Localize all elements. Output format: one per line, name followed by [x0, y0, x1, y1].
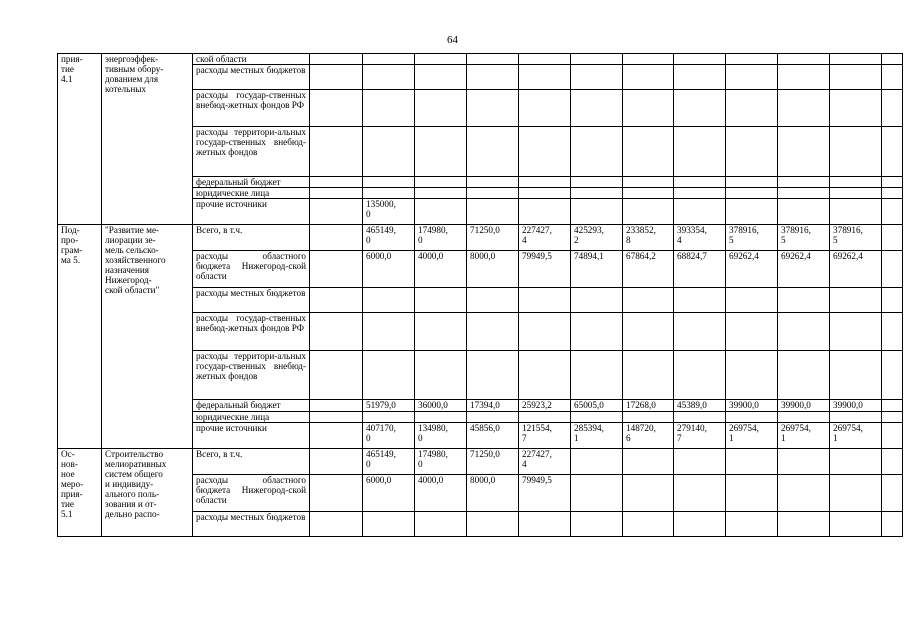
value-cell: [363, 54, 415, 65]
empty-cell: [310, 54, 363, 65]
funding-source-cell: юридические лица: [193, 412, 310, 423]
value-cell: 74894,1: [571, 251, 623, 288]
value-cell: [830, 188, 882, 199]
value-cell: [778, 127, 830, 177]
value-cell: 378916, 5: [778, 225, 830, 251]
funding-source-cell: расходы государ-ственных внебюд-жетных фондов РФ: [193, 90, 310, 127]
empty-cell: [310, 225, 363, 251]
value-cell: [726, 288, 778, 313]
value-cell: [830, 288, 882, 313]
value-cell: [778, 188, 830, 199]
value-cell: [363, 127, 415, 177]
value-cell: 135000, 0: [363, 199, 415, 225]
value-cell: [882, 65, 903, 90]
value-cell: [467, 512, 519, 537]
value-cell: [674, 351, 726, 400]
value-cell: [830, 512, 882, 537]
value-cell: 465149, 0: [363, 225, 415, 251]
value-cell: [571, 177, 623, 188]
value-cell: [830, 127, 882, 177]
value-cell: [778, 90, 830, 127]
value-cell: [519, 351, 571, 400]
value-cell: [778, 412, 830, 423]
value-cell: [415, 313, 467, 351]
value-cell: [467, 127, 519, 177]
value-cell: [726, 127, 778, 177]
value-cell: [623, 127, 674, 177]
value-cell: [726, 90, 778, 127]
value-cell: [882, 423, 903, 449]
value-cell: [674, 412, 726, 423]
value-cell: [467, 90, 519, 127]
value-cell: [623, 313, 674, 351]
value-cell: 71250,0: [467, 449, 519, 475]
value-cell: [778, 351, 830, 400]
value-cell: [726, 475, 778, 512]
funding-source-cell: федеральный бюджет: [193, 177, 310, 188]
value-cell: 269754, 1: [726, 423, 778, 449]
value-cell: [882, 177, 903, 188]
value-cell: [623, 288, 674, 313]
value-cell: [830, 313, 882, 351]
value-cell: [830, 449, 882, 475]
program-code-cell: прия- тие 4.1: [58, 54, 102, 225]
empty-cell: [310, 288, 363, 313]
value-cell: [467, 65, 519, 90]
value-cell: 378916, 5: [830, 225, 882, 251]
value-cell: [623, 449, 674, 475]
value-cell: [571, 127, 623, 177]
value-cell: [623, 351, 674, 400]
value-cell: [726, 177, 778, 188]
value-cell: [674, 449, 726, 475]
value-cell: [467, 54, 519, 65]
value-cell: 233852, 8: [623, 225, 674, 251]
value-cell: 17268,0: [623, 400, 674, 412]
page-number: 64: [447, 34, 458, 46]
value-cell: [830, 65, 882, 90]
value-cell: [363, 351, 415, 400]
value-cell: [674, 127, 726, 177]
funding-source-cell: юридические лица: [193, 188, 310, 199]
value-cell: [363, 188, 415, 199]
value-cell: [571, 475, 623, 512]
table-row: [58, 225, 903, 251]
value-cell: [467, 177, 519, 188]
value-cell: [778, 177, 830, 188]
program-name-cell: энергоэффек- тивным обору- дованием для котельных: [102, 54, 193, 225]
value-cell: [882, 512, 903, 537]
value-cell: 4000,0: [415, 475, 467, 512]
value-cell: 71250,0: [467, 225, 519, 251]
value-cell: 285394, 1: [571, 423, 623, 449]
value-cell: [778, 313, 830, 351]
value-cell: [623, 65, 674, 90]
value-cell: [830, 199, 882, 225]
value-cell: 79949,5: [519, 475, 571, 512]
value-cell: [726, 412, 778, 423]
empty-cell: [310, 127, 363, 177]
value-cell: [882, 400, 903, 412]
value-cell: [519, 313, 571, 351]
value-cell: [726, 512, 778, 537]
value-cell: [623, 54, 674, 65]
value-cell: [519, 188, 571, 199]
value-cell: [726, 188, 778, 199]
value-cell: [571, 412, 623, 423]
value-cell: [415, 512, 467, 537]
value-cell: [415, 54, 467, 65]
value-cell: [415, 127, 467, 177]
value-cell: [467, 288, 519, 313]
program-code-cell: Под- про- грам- ма 5.: [58, 225, 102, 449]
value-cell: 465149, 0: [363, 449, 415, 475]
value-cell: [519, 512, 571, 537]
budget-table: [57, 53, 903, 537]
value-cell: 68824,7: [674, 251, 726, 288]
value-cell: 25923,2: [519, 400, 571, 412]
value-cell: [674, 313, 726, 351]
value-cell: 4000,0: [415, 251, 467, 288]
value-cell: 227427, 4: [519, 225, 571, 251]
value-cell: [882, 449, 903, 475]
value-cell: [415, 199, 467, 225]
value-cell: [519, 54, 571, 65]
value-cell: 67864,2: [623, 251, 674, 288]
value-cell: [882, 127, 903, 177]
value-cell: [467, 199, 519, 225]
value-cell: 6000,0: [363, 251, 415, 288]
value-cell: [778, 512, 830, 537]
value-cell: [519, 90, 571, 127]
value-cell: [674, 54, 726, 65]
program-name-cell: "Развитие ме- лиорации зе- мель сельско- хозяйственного назначения Нижегород- ской области": [102, 225, 193, 449]
value-cell: [571, 512, 623, 537]
value-cell: [623, 512, 674, 537]
value-cell: [882, 412, 903, 423]
value-cell: [519, 177, 571, 188]
value-cell: [519, 199, 571, 225]
value-cell: [623, 199, 674, 225]
value-cell: [674, 188, 726, 199]
value-cell: 69262,4: [778, 251, 830, 288]
empty-cell: [310, 251, 363, 288]
table-row: [58, 54, 903, 65]
value-cell: 17394,0: [467, 400, 519, 412]
value-cell: [467, 412, 519, 423]
value-cell: [467, 351, 519, 400]
value-cell: 121554, 7: [519, 423, 571, 449]
value-cell: [415, 177, 467, 188]
value-cell: [363, 90, 415, 127]
program-name-cell: Строительство мелиоративных систем общего и индивиду- ального поль- зования и от- дельно распо-: [102, 449, 193, 537]
value-cell: 227427, 4: [519, 449, 571, 475]
value-cell: [467, 188, 519, 199]
value-cell: [571, 288, 623, 313]
value-cell: 174980, 0: [415, 449, 467, 475]
value-cell: 39900,0: [830, 400, 882, 412]
funding-source-cell: прочие источники: [193, 423, 310, 449]
funding-source-cell: расходы местных бюджетов: [193, 288, 310, 313]
value-cell: [415, 90, 467, 127]
value-cell: [571, 65, 623, 90]
empty-cell: [310, 351, 363, 400]
value-cell: [415, 288, 467, 313]
program-code-cell: Ос- нов- ное меро- прия- тие 5.1: [58, 449, 102, 537]
value-cell: [415, 412, 467, 423]
value-cell: [830, 54, 882, 65]
value-cell: [882, 288, 903, 313]
value-cell: [726, 313, 778, 351]
value-cell: [778, 65, 830, 90]
value-cell: 36000,0: [415, 400, 467, 412]
value-cell: [726, 199, 778, 225]
value-cell: [726, 449, 778, 475]
value-cell: [674, 199, 726, 225]
funding-source-cell: расходы местных бюджетов: [193, 512, 310, 537]
value-cell: 51979,0: [363, 400, 415, 412]
value-cell: 65005,0: [571, 400, 623, 412]
value-cell: [830, 351, 882, 400]
value-cell: 134980, 0: [415, 423, 467, 449]
value-cell: 79949,5: [519, 251, 571, 288]
value-cell: 69262,4: [830, 251, 882, 288]
value-cell: [778, 288, 830, 313]
value-cell: [830, 177, 882, 188]
value-cell: [415, 351, 467, 400]
value-cell: 45389,0: [674, 400, 726, 412]
value-cell: 69262,4: [726, 251, 778, 288]
funding-source-cell: федеральный бюджет: [193, 400, 310, 412]
value-cell: 279140, 7: [674, 423, 726, 449]
value-cell: [363, 512, 415, 537]
value-cell: [519, 65, 571, 90]
value-cell: [778, 199, 830, 225]
value-cell: [571, 313, 623, 351]
value-cell: [623, 188, 674, 199]
value-cell: [363, 313, 415, 351]
value-cell: 393354, 4: [674, 225, 726, 251]
value-cell: [726, 65, 778, 90]
value-cell: [623, 412, 674, 423]
value-cell: [519, 127, 571, 177]
empty-cell: [310, 475, 363, 512]
value-cell: [882, 54, 903, 65]
value-cell: [882, 199, 903, 225]
value-cell: [415, 65, 467, 90]
value-cell: [726, 54, 778, 65]
value-cell: [882, 351, 903, 400]
value-cell: [571, 351, 623, 400]
empty-cell: [310, 177, 363, 188]
funding-source-cell: расходы территори-альных государ-ственных внебюд-жетных фондов: [193, 351, 310, 400]
value-cell: 45856,0: [467, 423, 519, 449]
value-cell: [571, 199, 623, 225]
value-cell: [519, 288, 571, 313]
funding-source-cell: расходы областного бюджета Нижегород-ской области: [193, 475, 310, 512]
value-cell: [778, 54, 830, 65]
value-cell: [674, 475, 726, 512]
value-cell: [726, 351, 778, 400]
value-cell: [882, 188, 903, 199]
funding-source-cell: расходы областного бюджета Нижегород-ской области: [193, 251, 310, 288]
funding-source-cell: Всего, в т.ч.: [193, 449, 310, 475]
value-cell: [363, 177, 415, 188]
value-cell: [571, 449, 623, 475]
value-cell: [363, 65, 415, 90]
empty-cell: [310, 512, 363, 537]
empty-cell: [310, 199, 363, 225]
value-cell: 6000,0: [363, 475, 415, 512]
value-cell: [882, 313, 903, 351]
value-cell: [623, 90, 674, 127]
funding-source-cell: расходы территори-альных государ-ственных внебюд-жетных фондов: [193, 127, 310, 177]
value-cell: 39900,0: [778, 400, 830, 412]
value-cell: 39900,0: [726, 400, 778, 412]
funding-source-cell: прочие источники: [193, 199, 310, 225]
value-cell: 174980, 0: [415, 225, 467, 251]
empty-cell: [310, 188, 363, 199]
value-cell: [519, 412, 571, 423]
value-cell: [415, 188, 467, 199]
value-cell: 8000,0: [467, 251, 519, 288]
table-row: [58, 449, 903, 475]
empty-cell: [310, 313, 363, 351]
value-cell: [467, 313, 519, 351]
value-cell: [363, 412, 415, 423]
value-cell: [778, 475, 830, 512]
value-cell: 269754, 1: [830, 423, 882, 449]
empty-cell: [310, 423, 363, 449]
value-cell: 378916, 5: [726, 225, 778, 251]
funding-source-cell: Всего, в т.ч.: [193, 225, 310, 251]
value-cell: [571, 188, 623, 199]
value-cell: [830, 412, 882, 423]
value-cell: [674, 177, 726, 188]
empty-cell: [310, 65, 363, 90]
value-cell: [830, 90, 882, 127]
empty-cell: [310, 90, 363, 127]
empty-cell: [310, 400, 363, 412]
value-cell: [571, 54, 623, 65]
value-cell: 8000,0: [467, 475, 519, 512]
value-cell: [882, 225, 903, 251]
value-cell: [571, 90, 623, 127]
value-cell: [778, 449, 830, 475]
empty-cell: [310, 449, 363, 475]
value-cell: [674, 512, 726, 537]
funding-source-cell: ской области: [193, 54, 310, 65]
value-cell: [882, 90, 903, 127]
funding-source-cell: расходы государ-ственных внебюд-жетных фондов РФ: [193, 313, 310, 351]
empty-cell: [310, 412, 363, 423]
value-cell: 148720, 6: [623, 423, 674, 449]
value-cell: 407170, 0: [363, 423, 415, 449]
funding-source-cell: расходы местных бюджетов: [193, 65, 310, 90]
value-cell: [363, 288, 415, 313]
value-cell: 269754, 1: [778, 423, 830, 449]
value-cell: [882, 475, 903, 512]
value-cell: [830, 475, 882, 512]
value-cell: [674, 90, 726, 127]
value-cell: [674, 65, 726, 90]
value-cell: [882, 251, 903, 288]
value-cell: [674, 288, 726, 313]
value-cell: [623, 475, 674, 512]
value-cell: 425293, 2: [571, 225, 623, 251]
value-cell: [623, 177, 674, 188]
